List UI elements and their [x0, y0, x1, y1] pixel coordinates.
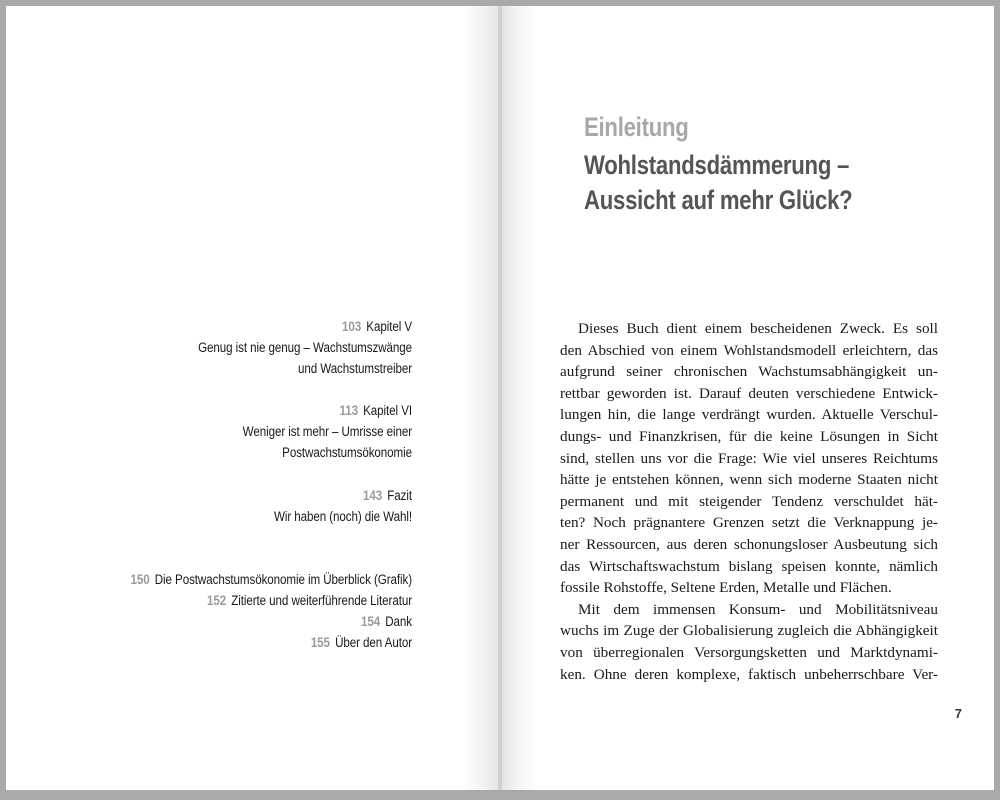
toc-label: Über den Autor	[335, 635, 412, 650]
chapter-title	[584, 148, 852, 218]
toc-page-number: 155	[310, 635, 330, 650]
body-line: das Wirtschaftswachstum bislang speisen konnte, nämlich	[560, 557, 938, 575]
body-text	[560, 318, 938, 685]
toc-label: Weniger ist mehr – Umrisse einer	[242, 424, 412, 439]
toc-page-number: 152	[206, 593, 227, 608]
toc-entry	[298, 360, 412, 378]
toc-page-number: 150	[130, 572, 150, 587]
toc-entry	[243, 423, 412, 441]
page-number: 7	[954, 706, 962, 721]
body-line: wuchs im Zuge der Globalisierung zugleich die Abhängigkeit	[560, 622, 938, 640]
toc-label: und Wachstumstreiber	[297, 361, 412, 376]
toc-entry	[363, 487, 412, 505]
toc-label: Postwachstumsökonomie	[282, 445, 412, 460]
body-line: Dieses Buch dient einem bescheidenen Zweck. Es soll	[578, 320, 938, 337]
toc-label: Zitierte und weiterführende Literatur	[231, 593, 412, 608]
body-line: sind, stellen uns vor die Frage: Wie viel unseres Reichtums	[560, 449, 938, 467]
toc-label: Fazit	[387, 488, 412, 503]
toc-page-number: 103	[342, 319, 362, 334]
body-line: lungen hin, die lange verdrängt wurden. Aktuelle Verschul-	[560, 406, 938, 424]
toc-entry	[342, 318, 412, 336]
body-line: aufgrund seiner chronischen Wachstumsabhängigkeit un-	[560, 363, 938, 381]
toc-label: Die Postwachstumsökonomie im Überblick (Grafik)	[154, 572, 412, 587]
body-line: von überregionalen Versorgungsketten und Marktdynami-	[560, 643, 938, 661]
toc-label: Genug ist nie genug – Wachstumszwänge	[198, 340, 412, 355]
toc-label: Dank	[385, 614, 412, 629]
chapter-label: Einleitung	[584, 112, 689, 142]
toc-entry	[340, 402, 412, 420]
chapter-title-line: Wohlstandsdämmerung –	[584, 150, 850, 180]
body-line: dungs- und Finanzkrisen, für die keine Lösungen in Sicht	[560, 427, 938, 445]
left-page	[6, 6, 498, 790]
body-line: permanent und mit steigender Tendenz verschuldet hät-	[560, 492, 938, 510]
toc-page-number: 143	[362, 488, 383, 503]
toc-entry	[282, 444, 412, 462]
toc-entry	[274, 508, 412, 526]
body-line: ten? Noch prägnantere Grenzen setzt die Verknappung je-	[560, 514, 938, 532]
toc-page-number: 113	[339, 403, 358, 418]
body-line: ner Ressourcen, aus deren schonungsloser Ausbeutung sich	[560, 535, 938, 553]
body-line: hätte je entstehen können, wenn sich moderne Staaten nicht	[560, 471, 938, 489]
toc-label: Kapitel V	[366, 319, 412, 334]
toc-entry	[361, 613, 412, 631]
body-line: fossile Rohstoffe, Seltene Erden, Metalle und Flächen.	[560, 579, 892, 597]
toc-page-number: 154	[360, 614, 381, 629]
toc-entry	[207, 592, 412, 610]
body-line: Mit dem immensen Konsum- und Mobilitätsniveau	[578, 600, 938, 618]
toc-label: Wir haben (noch) die Wahl!	[273, 509, 412, 524]
toc-entry	[311, 634, 412, 652]
toc-entry	[130, 571, 412, 589]
toc-entry	[198, 339, 412, 357]
body-line: rettbar geworden ist. Darauf deuten verschiedene Entwick-	[560, 384, 938, 402]
body-line: den Abschied von einem Wohlstandsmodell erleichtern, das	[560, 341, 938, 359]
chapter-title-line: Aussicht auf mehr Glück?	[584, 185, 853, 215]
right-page	[502, 6, 994, 790]
body-line: ken. Ohne deren komplexe, faktisch unbeherrschbare Ver-	[560, 665, 938, 683]
toc-label: Kapitel VI	[363, 403, 412, 418]
